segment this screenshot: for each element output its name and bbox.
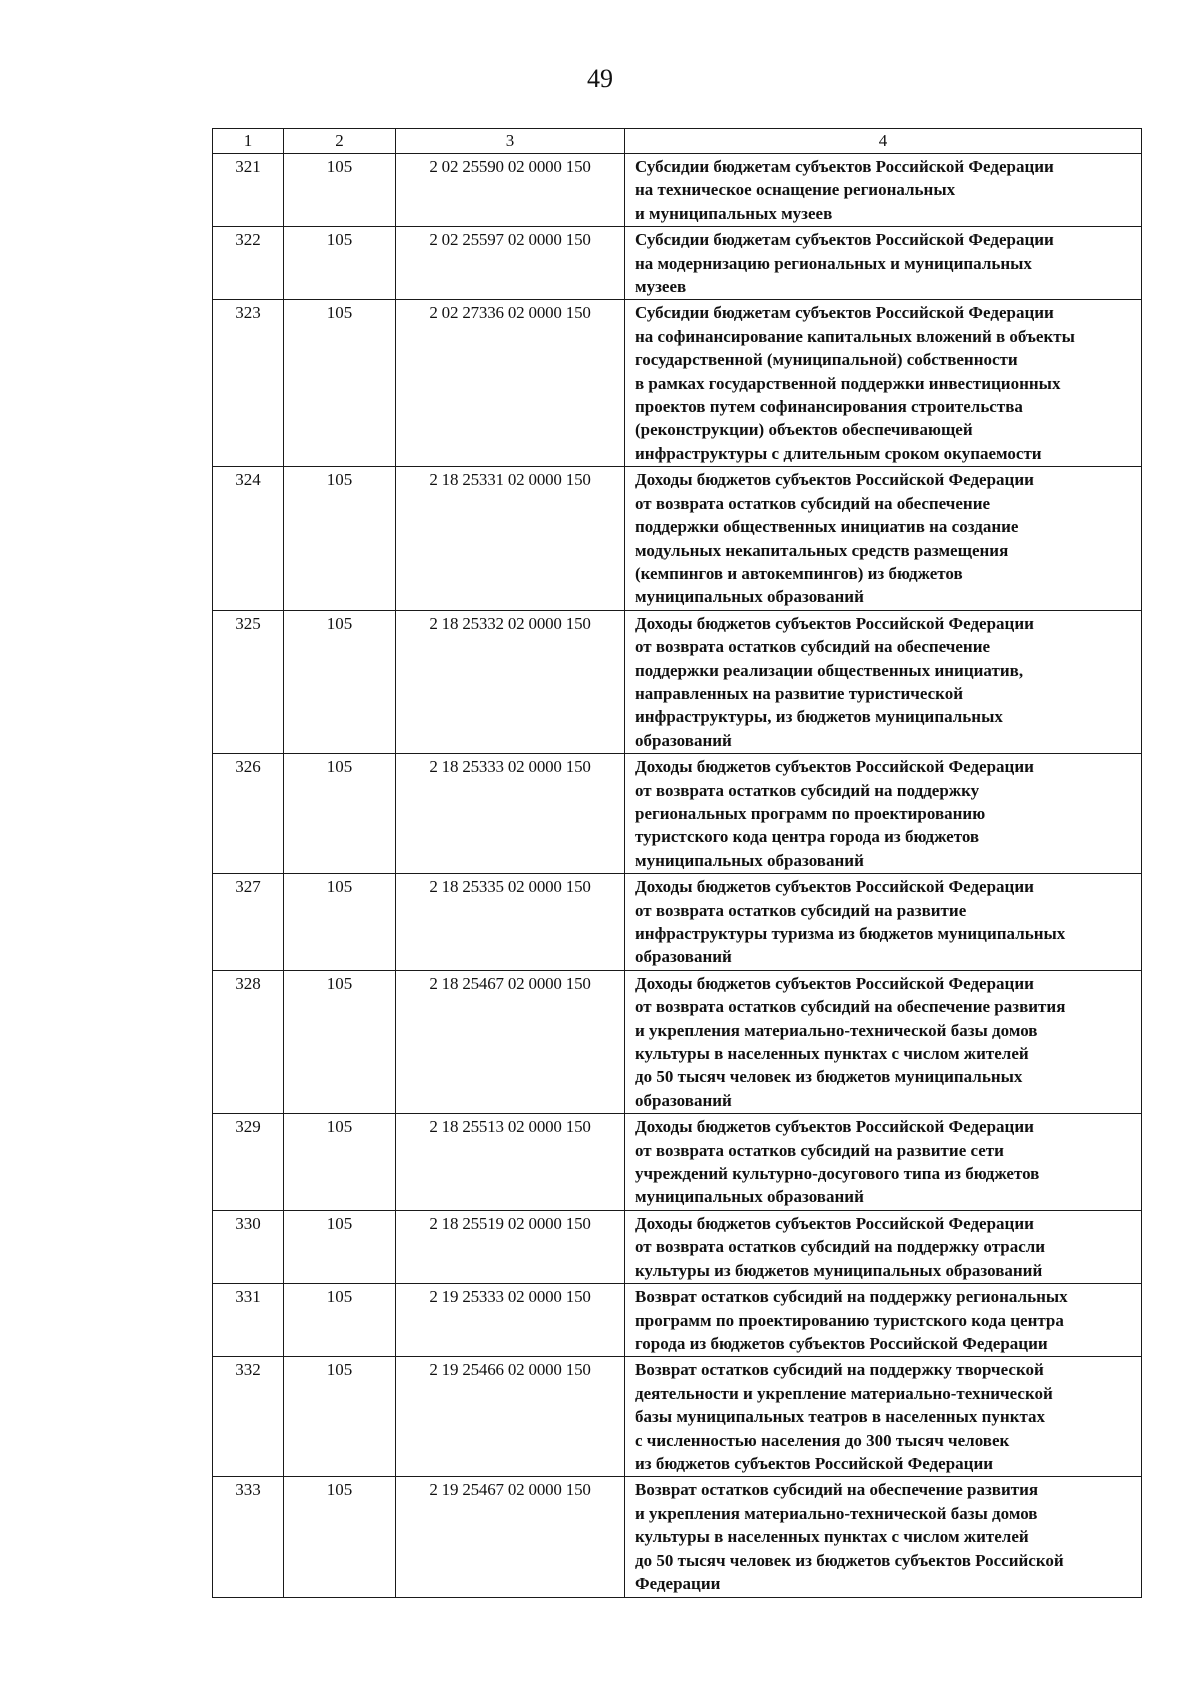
revenue-name-line: поддержки общественных инициатив на создание xyxy=(635,517,1019,537)
revenue-name-line: Субсидии бюджетам субъектов Российской Федерации xyxy=(635,303,1054,323)
revenue-name-line: до 50 тысяч человек из бюджетов субъектов Российской xyxy=(635,1550,1064,1570)
admin-code: 105 xyxy=(284,154,396,227)
table-row xyxy=(213,467,1142,610)
revenue-name-line: (реконструкции) объектов обеспечивающей xyxy=(635,420,973,440)
revenue-name-line: Доходы бюджетов субъектов Российской Федерации xyxy=(635,1117,1034,1137)
table-body xyxy=(213,154,1142,1598)
table-row xyxy=(213,154,1142,227)
revenue-name-line: направленных на развитие туристической xyxy=(635,683,964,703)
revenue-name-line: поддержки реализации общественных инициатив, xyxy=(635,660,1024,680)
revenue-name xyxy=(625,1114,1142,1211)
revenue-name-line: с численностью населения до 300 тысяч человек xyxy=(635,1430,1010,1450)
page-number: 49 xyxy=(587,64,613,93)
admin-code: 105 xyxy=(284,610,396,753)
revenue-name-line: от возврата остатков субсидий на обеспечение xyxy=(635,637,991,657)
revenue-name-line: деятельности и укрепление материально-технической xyxy=(635,1383,1053,1403)
revenue-name-line: Доходы бюджетов субъектов Российской Федерации xyxy=(635,470,1034,490)
header-col-2: 2 xyxy=(284,129,396,154)
budget-classification-code: 2 18 25331 02 0000 150 xyxy=(396,467,625,610)
budget-classification-code: 2 18 25332 02 0000 150 xyxy=(396,610,625,753)
revenue-name xyxy=(625,754,1142,874)
revenue-name-line: от возврата остатков субсидий на развитие xyxy=(635,900,967,920)
budget-classification-code: 2 02 27336 02 0000 150 xyxy=(396,300,625,467)
row-number: 330 xyxy=(213,1210,284,1283)
revenue-name-line: муниципальных образований xyxy=(635,587,864,607)
admin-code: 105 xyxy=(284,1477,396,1598)
revenue-name xyxy=(625,227,1142,300)
row-number: 332 xyxy=(213,1357,284,1477)
table-row xyxy=(213,1357,1142,1477)
revenue-name-line: от возврата остатков субсидий на поддержку отрасли xyxy=(635,1237,1046,1257)
header-row xyxy=(213,129,1142,154)
revenue-name-line: Возврат остатков субсидий на поддержку региональных xyxy=(635,1287,1068,1307)
budget-classification-code: 2 18 25333 02 0000 150 xyxy=(396,754,625,874)
revenue-name xyxy=(625,300,1142,467)
revenue-name-line: туристского кода центра города из бюджетов xyxy=(635,827,980,847)
admin-code: 105 xyxy=(284,754,396,874)
revenue-name-line: культуры в населенных пунктах с числом жителей xyxy=(635,1527,1029,1547)
budget-classification-code: 2 19 25466 02 0000 150 xyxy=(396,1357,625,1477)
revenue-name-line: от возврата остатков субсидий на развитие сети xyxy=(635,1140,1004,1160)
admin-code: 105 xyxy=(284,1210,396,1283)
row-number: 326 xyxy=(213,754,284,874)
revenue-name xyxy=(625,610,1142,753)
admin-code: 105 xyxy=(284,1114,396,1211)
revenue-name-line: Доходы бюджетов субъектов Российской Федерации xyxy=(635,613,1034,633)
budget-classification-code: 2 18 25519 02 0000 150 xyxy=(396,1210,625,1283)
table-row xyxy=(213,1210,1142,1283)
budget-classification-code: 2 18 25467 02 0000 150 xyxy=(396,970,625,1113)
revenue-name-line: Доходы бюджетов субъектов Российской Федерации xyxy=(635,973,1034,993)
revenue-name-line: проектов путем софинансирования строительства xyxy=(635,397,1023,417)
row-number: 328 xyxy=(213,970,284,1113)
revenue-name-line: музеев xyxy=(635,277,687,297)
revenue-name-line: инфраструктуры туризма из бюджетов муниципальных xyxy=(635,924,1066,943)
revenue-name-line: региональных программ по проектированию xyxy=(635,803,986,823)
table-row xyxy=(213,1477,1142,1598)
revenue-name-line: от возврата остатков субсидий на обеспечение развития xyxy=(635,997,1066,1017)
revenue-name-line: в рамках государственной поддержки инвестиционных xyxy=(635,373,1061,393)
budget-classification-code: 2 19 25333 02 0000 150 xyxy=(396,1284,625,1357)
table-row xyxy=(213,1284,1142,1357)
revenue-name xyxy=(625,970,1142,1113)
budget-classification-code: 2 19 25467 02 0000 150 xyxy=(396,1477,625,1598)
revenue-name-line: муниципальных образований xyxy=(635,850,864,870)
row-number: 324 xyxy=(213,467,284,610)
revenue-name-line: образований xyxy=(635,947,732,967)
table-row xyxy=(213,300,1142,467)
revenue-name-line: на техническое оснащение региональных xyxy=(635,180,956,200)
row-number: 323 xyxy=(213,300,284,467)
revenue-name-line: на софинансирование капитальных вложений в объекты xyxy=(635,326,1075,346)
budget-classification-code: 2 02 25597 02 0000 150 xyxy=(396,227,625,300)
revenue-name xyxy=(625,1477,1142,1598)
budget-classification-code: 2 02 25590 02 0000 150 xyxy=(396,154,625,227)
revenue-codes-table xyxy=(212,128,1142,1598)
revenue-name-line: на модернизацию региональных и муниципальных xyxy=(635,253,1032,273)
revenue-name-line: культуры из бюджетов муниципальных образований xyxy=(635,1260,1043,1280)
revenue-name-line: Доходы бюджетов субъектов Российской Федерации xyxy=(635,877,1034,897)
row-number: 322 xyxy=(213,227,284,300)
admin-code: 105 xyxy=(284,970,396,1113)
revenue-name-line: из бюджетов субъектов Российской Федерации xyxy=(635,1453,994,1473)
revenue-name-line: от возврата остатков субсидий на обеспечение xyxy=(635,493,991,513)
revenue-name-line: Федерации xyxy=(635,1573,721,1593)
table-row xyxy=(213,754,1142,874)
revenue-name-line: Субсидии бюджетам субъектов Российской Федерации xyxy=(635,157,1054,176)
revenue-name-line: от возврата остатков субсидий на поддержку xyxy=(635,780,980,800)
revenue-name-line: образований xyxy=(635,730,732,750)
header-col-4: 4 xyxy=(625,129,1142,154)
revenue-name-line: и укрепления материально-технической базы домов xyxy=(635,1503,1038,1523)
table-row xyxy=(213,874,1142,971)
admin-code: 105 xyxy=(284,1357,396,1477)
budget-classification-code: 2 18 25335 02 0000 150 xyxy=(396,874,625,971)
admin-code: 105 xyxy=(284,227,396,300)
revenue-name xyxy=(625,154,1142,227)
revenue-name-line: культуры в населенных пунктах с числом жителей xyxy=(635,1044,1029,1064)
revenue-name xyxy=(625,1357,1142,1477)
revenue-name-line: образований xyxy=(635,1090,732,1110)
header-col-3: 3 xyxy=(396,129,625,154)
budget-classification-code: 2 18 25513 02 0000 150 xyxy=(396,1114,625,1211)
revenue-name-line: Возврат остатков субсидий на обеспечение развития xyxy=(635,1480,1039,1500)
row-number: 331 xyxy=(213,1284,284,1357)
revenue-name-line: программ по проектированию туристского кода центра xyxy=(635,1310,1064,1330)
revenue-name-line: муниципальных образований xyxy=(635,1187,864,1207)
revenue-name-line: и муниципальных музеев xyxy=(635,203,833,223)
revenue-name xyxy=(625,467,1142,610)
row-number: 327 xyxy=(213,874,284,971)
admin-code: 105 xyxy=(284,1284,396,1357)
revenue-name-line: Доходы бюджетов субъектов Российской Федерации xyxy=(635,1213,1034,1233)
revenue-name-line: города из бюджетов субъектов Российской Федерации xyxy=(635,1333,1048,1353)
table-header xyxy=(213,129,1142,154)
revenue-name-line: Субсидии бюджетам субъектов Российской Федерации xyxy=(635,230,1054,250)
revenue-name xyxy=(625,1210,1142,1283)
row-number: 325 xyxy=(213,610,284,753)
revenue-name-line: базы муниципальных театров в населенных пунктах xyxy=(635,1407,1046,1427)
header-col-1: 1 xyxy=(213,129,284,154)
revenue-name-line: Доходы бюджетов субъектов Российской Федерации xyxy=(635,757,1034,777)
revenue-name-line: Возврат остатков субсидий на поддержку творческой xyxy=(635,1360,1044,1380)
table-row xyxy=(213,227,1142,300)
table-row xyxy=(213,610,1142,753)
revenue-name-line: государственной (муниципальной) собственности xyxy=(635,350,1018,370)
row-number: 333 xyxy=(213,1477,284,1598)
table-row xyxy=(213,970,1142,1113)
revenue-name xyxy=(625,874,1142,971)
revenue-name-line: (кемпингов и автокемпингов) из бюджетов xyxy=(635,563,963,583)
revenue-name-line: инфраструктуры, из бюджетов муниципальных xyxy=(635,707,1003,727)
table-row xyxy=(213,1114,1142,1211)
revenue-name-line: до 50 тысяч человек из бюджетов муниципальных xyxy=(635,1067,1023,1087)
admin-code: 105 xyxy=(284,874,396,971)
admin-code: 105 xyxy=(284,300,396,467)
revenue-name-line: и укрепления материально-технической базы домов xyxy=(635,1020,1038,1040)
revenue-name-line: учреждений культурно-досугового типа из бюджетов xyxy=(635,1164,1040,1184)
row-number: 329 xyxy=(213,1114,284,1211)
row-number: 321 xyxy=(213,154,284,227)
revenue-name-line: инфраструктуры с длительным сроком окупаемости xyxy=(635,443,1042,463)
revenue-name xyxy=(625,1284,1142,1357)
revenue-name-line: модульных некапитальных средств размещения xyxy=(635,540,1009,560)
admin-code: 105 xyxy=(284,467,396,610)
